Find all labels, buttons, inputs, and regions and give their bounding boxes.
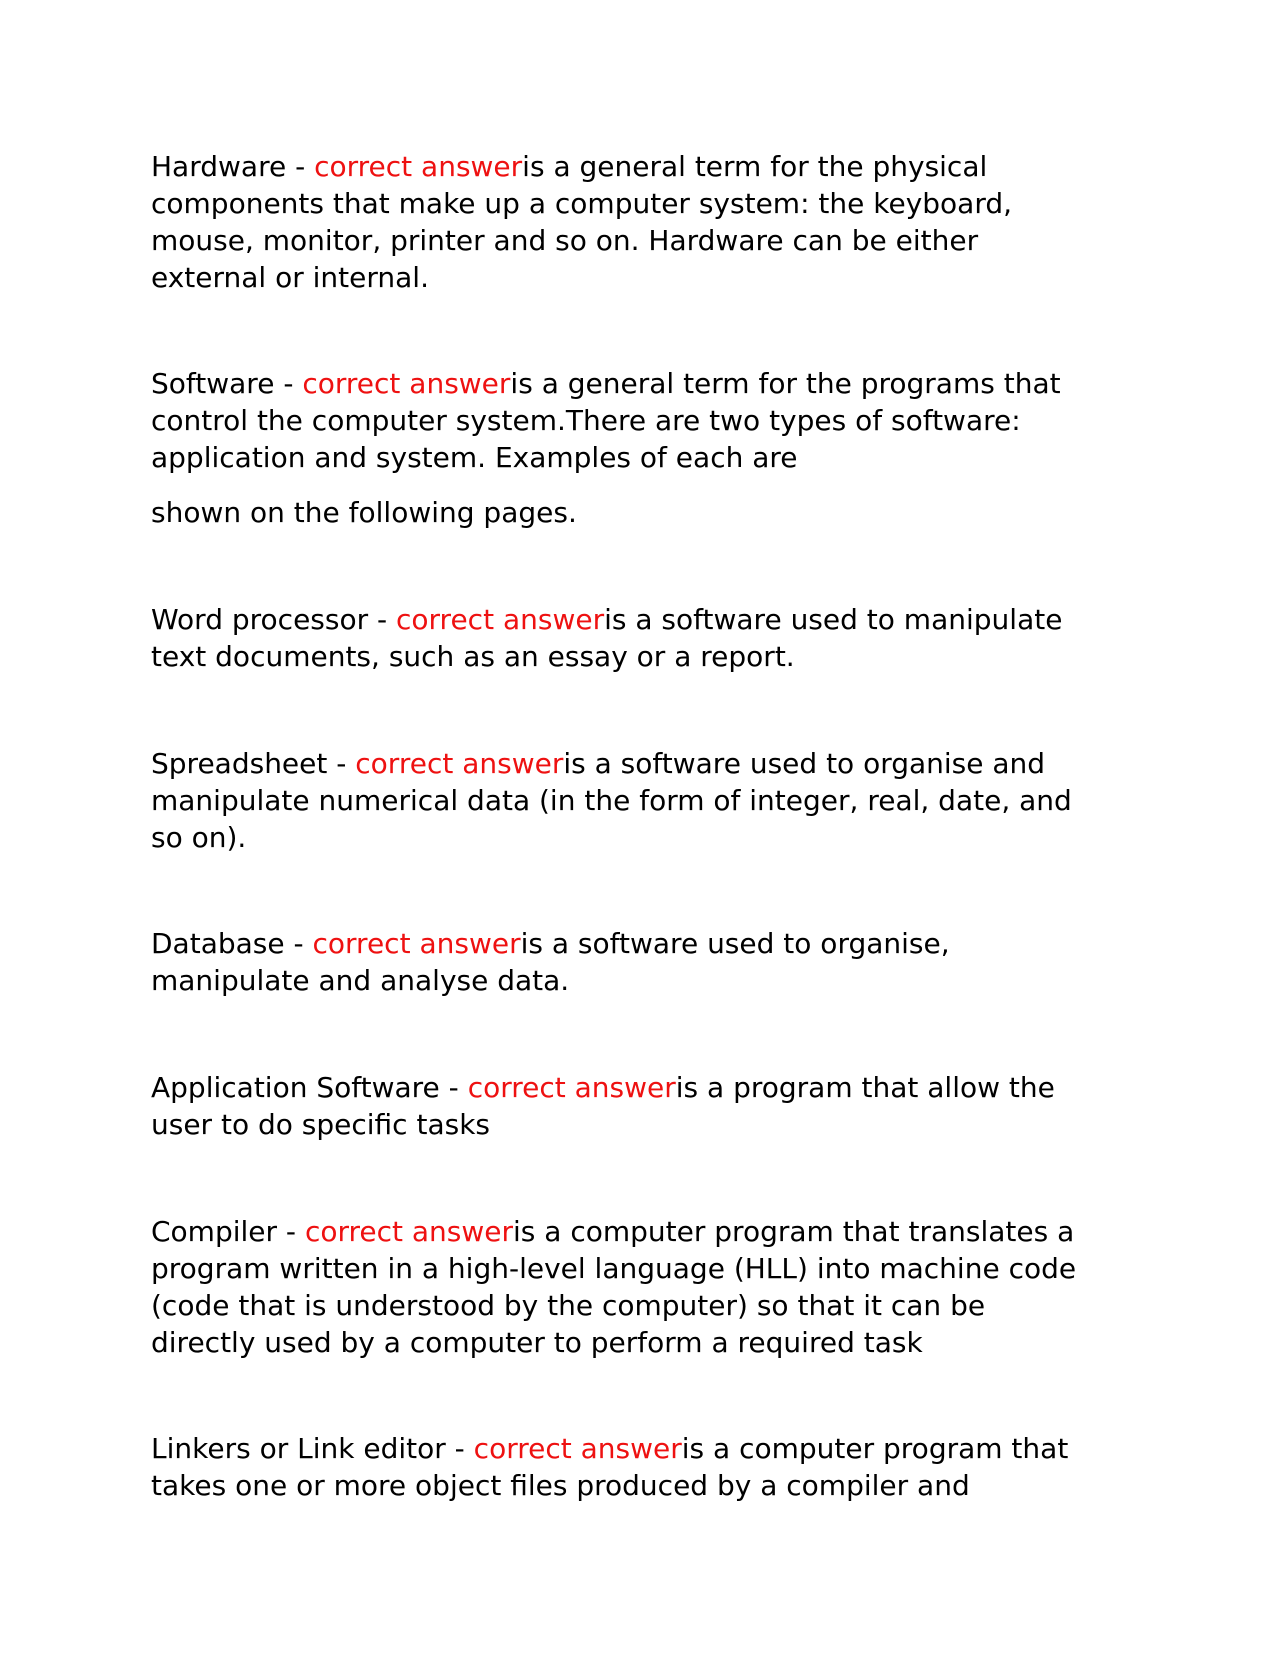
entry-term: Word processor (151, 603, 369, 636)
definition-text: is a computer program that translates a (513, 1215, 1075, 1248)
answer-label: correct answer (473, 1432, 682, 1465)
entry-term: Spreadsheet (151, 747, 328, 780)
answer-label: correct answer (467, 1071, 676, 1104)
term-separator: - (368, 603, 397, 636)
term-separator: - (277, 1215, 305, 1248)
term-separator: - (445, 1432, 474, 1465)
definition-text: is a software used to organise and (563, 747, 1046, 780)
entry-first-line (151, 601, 1161, 638)
definition-text: is a software used to organise, (520, 927, 950, 960)
definition-line: manipulate numerical data (in the form of integer, real, date, and (151, 784, 1072, 817)
glossary-entry-linkers (151, 1430, 1161, 1504)
definition-line: external or internal. (151, 261, 429, 294)
definition-line: so on). (151, 821, 247, 854)
entry-term: Database (151, 927, 285, 960)
term-separator: - (439, 1071, 468, 1104)
definition-line: program written in a high-level language (HLL) into machine code (151, 1252, 1077, 1285)
entry-term: Linkers or Link editor (151, 1432, 446, 1465)
entry-first-line (151, 1213, 1161, 1250)
definition-line: (code that is understood by the computer) so that it can be (151, 1289, 986, 1322)
glossary-entry-compiler (151, 1213, 1161, 1361)
term-separator: - (327, 747, 356, 780)
definition-line: components that make up a computer system: the keyboard, (151, 187, 1013, 220)
term-separator: - (286, 150, 315, 183)
term-separator: - (284, 927, 313, 960)
entry-term: Compiler (151, 1215, 278, 1248)
answer-label: correct answer (312, 927, 521, 960)
glossary-entry-database (151, 925, 1161, 999)
definition-line: takes one or more object files produced by a compiler and (151, 1469, 970, 1502)
definition-continuation: shown on the following pages. (151, 496, 577, 529)
glossary-entry-software (151, 365, 1161, 476)
answer-label: correct answer (314, 150, 523, 183)
entry-first-line (151, 148, 1161, 185)
entry-first-line (151, 745, 1161, 782)
definition-line: directly used by a computer to perform a required task (151, 1326, 923, 1359)
definition-text: is a computer program that (681, 1432, 1069, 1465)
entry-term: Hardware (151, 150, 287, 183)
term-separator: - (274, 367, 303, 400)
answer-label: correct answer (304, 1215, 514, 1248)
definition-line: user to do specific tasks (151, 1108, 491, 1141)
entry-term: Software (151, 367, 275, 400)
glossary-entry-spreadsheet (151, 745, 1161, 856)
definition-text: is a general term for the physical (522, 150, 988, 183)
answer-label: correct answer (302, 367, 511, 400)
entry-term: Application Software (151, 1071, 440, 1104)
glossary-entry-hardware (151, 148, 1161, 296)
definition-line: application and system. Examples of each are (151, 441, 798, 474)
definition-line: mouse, monitor, printer and so on. Hardware can be either (151, 224, 979, 257)
glossary-entry-application-software (151, 1069, 1161, 1143)
entry-first-line (151, 925, 1161, 962)
definition-text: is a general term for the programs that (510, 367, 1061, 400)
entry-first-line (151, 365, 1161, 402)
definition-line: text documents, such as an essay or a report. (151, 640, 795, 673)
definition-line: manipulate and analyse data. (151, 964, 570, 997)
answer-label: correct answer (396, 603, 605, 636)
definition-text: is a software used to manipulate (604, 603, 1063, 636)
definition-text: is a program that allow the (675, 1071, 1055, 1104)
entry-first-line (151, 1430, 1161, 1467)
definition-line: control the computer system.There are two types of software: (151, 404, 1021, 437)
answer-label: correct answer (355, 747, 564, 780)
entry-first-line (151, 1069, 1161, 1106)
glossary-entry-word-processor (151, 601, 1161, 675)
